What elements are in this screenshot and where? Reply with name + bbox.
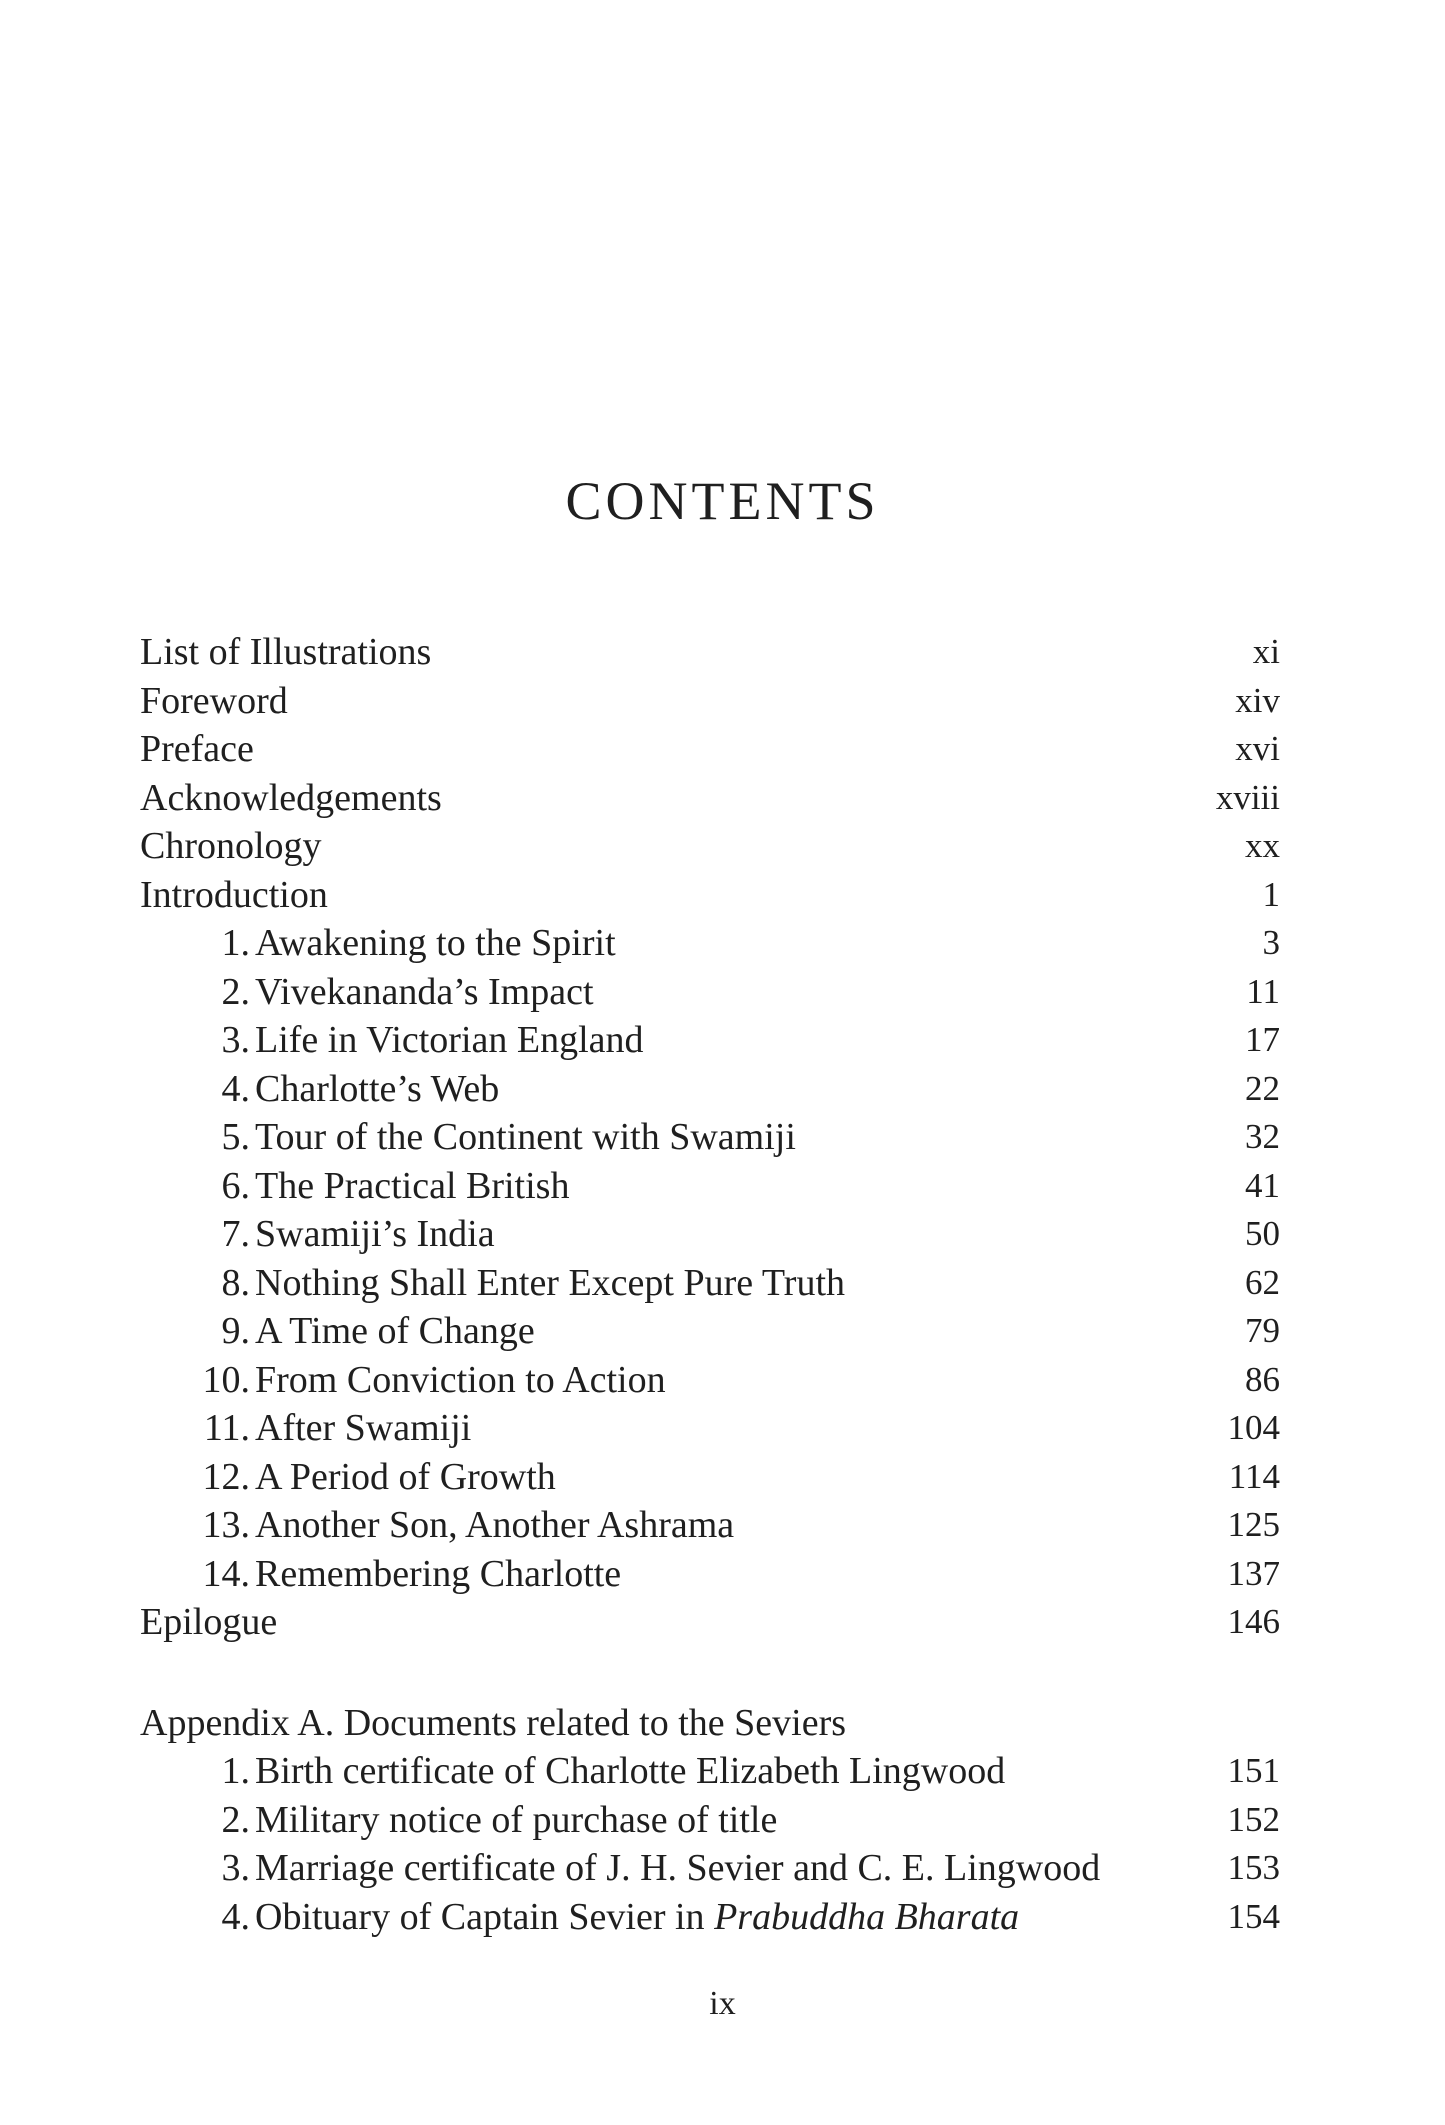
chapter-page: 22 <box>1245 1068 1280 1108</box>
appendix-item <box>140 1747 1280 1796</box>
chapter-number: 11. <box>203 1407 250 1449</box>
chapter-title: Tour of the Continent with Swamiji <box>255 1116 796 1158</box>
chapter-title: Vivekananda’s Impact <box>255 970 594 1013</box>
chapter-number: 12. <box>202 1455 250 1498</box>
toc-chapter <box>140 1404 1280 1453</box>
chapter-title: Another Son, Another Ashrama <box>255 1504 735 1546</box>
appendix-item-page: 153 <box>1227 1848 1280 1887</box>
chapter-page: 41 <box>1245 1165 1280 1205</box>
appendix-item-number: 2. <box>221 1798 250 1841</box>
toc-entry-label: Foreword <box>140 679 288 722</box>
toc-entry-page: 146 <box>1227 1602 1280 1641</box>
chapter-number: 9. <box>221 1310 250 1352</box>
toc-entry-epilogue <box>140 1598 1280 1647</box>
appendix-item-title: Military notice of purchase of title <box>255 1798 778 1841</box>
chapter-page: 11 <box>1246 971 1280 1011</box>
chapter-page: 114 <box>1228 1456 1280 1496</box>
chapter-number: 2. <box>221 970 250 1013</box>
chapter-number: 10. <box>202 1358 250 1401</box>
toc-entry-label: Acknowledgements <box>140 776 442 819</box>
chapter-page: 17 <box>1245 1020 1280 1059</box>
journal-title: Prabuddha Bharata <box>714 1895 1020 1938</box>
table-of-contents <box>140 628 1280 1941</box>
appendix-item-title <box>255 1893 1019 1942</box>
chapter-title: A Period of Growth <box>255 1455 556 1498</box>
appendix-item <box>140 1844 1280 1893</box>
toc-entry-label: Chronology <box>140 825 322 867</box>
chapter-title: Swamiji’s India <box>255 1213 495 1255</box>
appendix-heading-label: Appendix A. Documents related to the Seviers <box>140 1701 847 1744</box>
toc-chapter <box>140 919 1280 968</box>
toc-entry-page: 1 <box>1262 874 1280 914</box>
toc-chapter <box>140 1307 1280 1356</box>
toc-chapter <box>140 1113 1280 1162</box>
chapter-title: A Time of Change <box>255 1310 535 1352</box>
chapter-page: 32 <box>1245 1117 1280 1156</box>
chapter-title: Charlotte’s Web <box>255 1067 500 1110</box>
toc-entry-label: Introduction <box>140 873 328 916</box>
chapter-title: Nothing Shall Enter Except Pure Truth <box>255 1261 846 1304</box>
appendix-item-number: 3. <box>221 1847 250 1889</box>
chapter-title: The Practical British <box>255 1164 570 1207</box>
chapter-title: Life in Victorian England <box>255 1019 644 1061</box>
chapter-page: 50 <box>1245 1214 1280 1253</box>
appendix-item-title-prefix: Obituary of Captain Sevier in <box>255 1895 715 1938</box>
toc-entry <box>140 871 1280 920</box>
page-title: CONTENTS <box>565 471 880 531</box>
toc-entry-page: xiv <box>1235 680 1280 720</box>
toc-chapter <box>140 1356 1280 1405</box>
toc-chapter <box>140 1162 1280 1211</box>
chapter-number: 8. <box>221 1261 250 1304</box>
chapter-page: 3 <box>1262 923 1280 962</box>
toc-entry-label: List of Illustrations <box>140 631 432 673</box>
chapter-page: 104 <box>1227 1408 1280 1447</box>
chapter-number: 3. <box>221 1019 250 1061</box>
toc-entry <box>140 822 1280 871</box>
appendix-item-title: Birth certificate of Charlotte Elizabeth Lingwood <box>255 1750 1006 1792</box>
section-spacer <box>140 1647 1280 1699</box>
toc-chapter <box>140 1259 1280 1308</box>
toc-entry-page: xviii <box>1215 777 1280 817</box>
toc-entry-label: Preface <box>140 728 254 770</box>
chapter-number: 6. <box>221 1164 250 1207</box>
toc-entry <box>140 774 1280 823</box>
chapter-page: 62 <box>1245 1262 1280 1302</box>
appendix-item-page: 151 <box>1227 1751 1280 1790</box>
toc-entry-page: xx <box>1245 826 1280 865</box>
chapter-page: 125 <box>1227 1505 1280 1544</box>
chapter-title: Remembering Charlotte <box>255 1552 622 1595</box>
appendix-item <box>140 1893 1280 1942</box>
toc-entry <box>140 628 1280 677</box>
toc-entry <box>140 677 1280 726</box>
chapter-title: Awakening to the Spirit <box>255 922 616 964</box>
toc-entry-page: xvi <box>1235 729 1280 768</box>
chapter-page: 79 <box>1245 1311 1280 1350</box>
toc-entry-label: Epilogue <box>140 1601 278 1643</box>
toc-entry <box>140 725 1280 774</box>
chapter-title: From Conviction to Action <box>255 1358 666 1401</box>
toc-chapter <box>140 1453 1280 1502</box>
chapter-title: After Swamiji <box>255 1407 472 1449</box>
toc-chapter <box>140 1065 1280 1114</box>
chapter-number: 7. <box>221 1213 250 1255</box>
appendix-item <box>140 1796 1280 1845</box>
chapter-page: 86 <box>1245 1359 1280 1399</box>
toc-chapter <box>140 968 1280 1017</box>
chapter-number: 5. <box>221 1116 250 1158</box>
appendix-item-page: 152 <box>1227 1799 1280 1839</box>
toc-chapter <box>140 1210 1280 1259</box>
chapter-number: 13. <box>202 1504 250 1546</box>
toc-chapter <box>140 1016 1280 1065</box>
chapter-number: 14. <box>202 1552 250 1595</box>
appendix-item-title: Marriage certificate of J. H. Sevier and C. E. Lingwood <box>255 1847 1101 1889</box>
toc-chapter <box>140 1550 1280 1599</box>
chapter-number: 1. <box>221 922 250 964</box>
toc-chapter <box>140 1501 1280 1550</box>
chapter-page: 137 <box>1227 1553 1280 1593</box>
toc-entry-page: xi <box>1252 632 1280 671</box>
appendix-item-number: 4. <box>221 1895 250 1938</box>
appendix-item-number: 1. <box>221 1750 250 1792</box>
appendix-item-page: 154 <box>1227 1896 1280 1936</box>
page-folio: ix <box>709 1985 736 2022</box>
appendix-heading <box>140 1699 1280 1748</box>
chapter-number: 4. <box>221 1067 250 1110</box>
